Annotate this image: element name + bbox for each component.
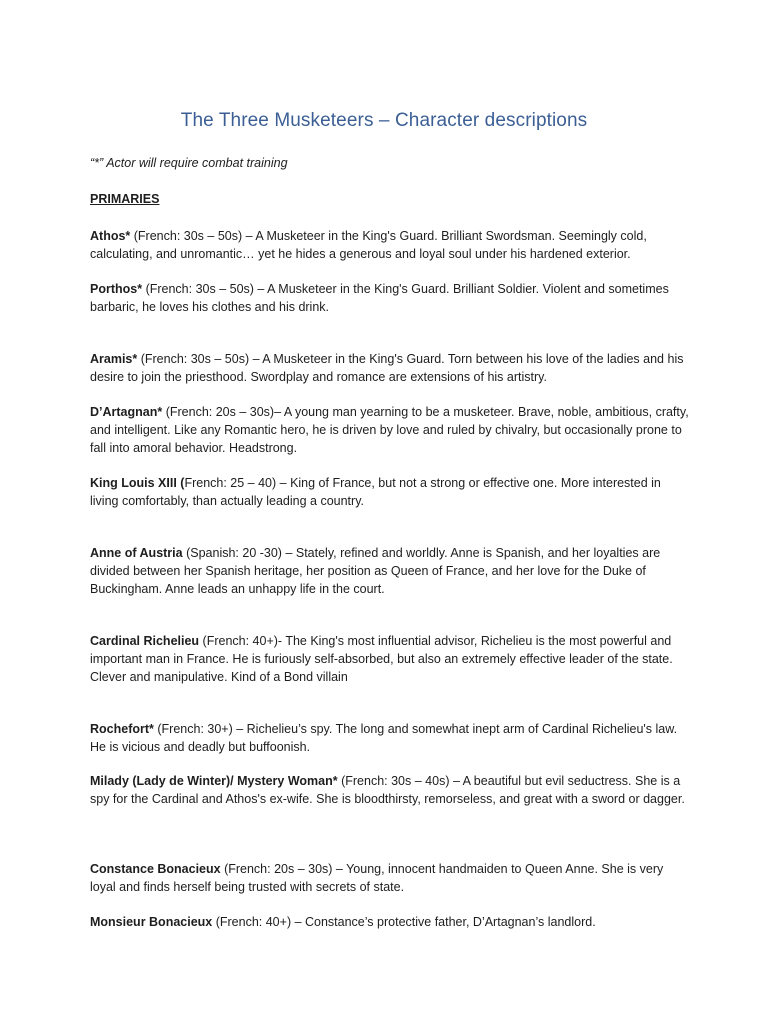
character-description: (French: 30s – 50s) – A Musketeer in the King's Guard. Brilliant Swordsman. Seemingly cold, calculating, and unromantic… yet he hides a generous and loyal soul under his hardened exterior. <box>90 229 647 261</box>
character-entry-porthos <box>90 280 690 316</box>
character-name: Porthos* <box>90 282 143 296</box>
document-title: The Three Musketeers – Character descriptions <box>180 110 588 131</box>
character-description: (French: 20s – 30s) – Young, innocent handmaiden to Queen Anne. She is very loyal and finds herself being trusted with secrets of state. <box>90 862 664 894</box>
character-description: (French: 40+)- The King's most influential advisor, Richelieu is the most powerful and important man in France. He is furiously self-absorbed, but also an extremely effective leader of the state. Clever and manipulative. Kind of a Bond villain <box>90 634 673 684</box>
character-name: Cardinal Richelieu <box>90 634 200 648</box>
character-entry-aramis <box>90 350 690 386</box>
character-description: French: 25 – 40) – King of France, but not a strong or effective one. More interested in living comfortably, than actually leading a country. <box>90 476 661 508</box>
character-name: Rochefort* <box>90 722 154 736</box>
character-name: King Louis XIII ( <box>90 476 185 490</box>
character-entry-dartagnan <box>90 403 690 457</box>
character-entry-anne-of-austria <box>90 544 690 598</box>
character-description: (French: 30s – 50s) – A Musketeer in the King's Guard. Brilliant Soldier. Violent and sometimes barbaric, he loves his clothes and his drink. <box>90 282 669 314</box>
character-entry-monsieur-bonacieux <box>90 913 690 931</box>
character-description: (French: 30s – 40s) – A beautiful but evil seductress. She is a spy for the Cardinal and Athos's ex-wife. She is bloodthirsty, remorseless, and great with a sword or dagger. <box>90 774 685 806</box>
character-entry-king-louis <box>90 474 690 510</box>
character-description: (Spanish: 20 -30) – Stately, refined and worldly. Anne is Spanish, and her loyalties are divided between her Spanish heritage, her position as Queen of France, and her love for the Duke of Buckingham. Anne leads an unhappy life in the court. <box>90 546 661 596</box>
combat-training-note: “*” Actor will require combat training <box>90 156 288 170</box>
character-entry-athos <box>90 227 690 263</box>
character-entry-constance-bonacieux <box>90 860 690 896</box>
character-name: D’Artagnan* <box>90 405 163 419</box>
section-heading-primaries: PRIMARIES <box>90 192 160 206</box>
character-description: (French: 20s – 30s)– A young man yearning to be a musketeer. Brave, noble, ambitious, crafty, and intelligent. Like any Romantic hero, he is driven by love and ruled by chivalry, but occasionally prone to fall into amoral behavior. Headstrong. <box>90 405 689 455</box>
character-name: Monsieur Bonacieux <box>90 915 213 929</box>
character-description: (French: 40+) – Constance’s protective father, D’Artagnan’s landlord. <box>212 915 596 929</box>
character-description: (French: 30s – 50s) – A Musketeer in the King's Guard. Torn between his love of the ladies and his desire to join the priesthood. Swordplay and romance are extensions of his artistry. <box>90 352 684 384</box>
character-name: Milady (Lady de Winter)/ Mystery Woman* <box>90 774 338 788</box>
character-name: Constance Bonacieux <box>90 862 221 876</box>
character-entry-cardinal-richelieu <box>90 632 690 686</box>
character-name: Athos* <box>90 229 131 243</box>
character-entry-rochefort <box>90 720 690 756</box>
character-entry-milady <box>90 772 690 808</box>
character-name: Anne of Austria <box>90 546 183 560</box>
character-name: Aramis* <box>90 352 138 366</box>
character-description: (French: 30+) – Richelieu’s spy. The long and somewhat inept arm of Cardinal Richelieu's law. He is vicious and deadly but buffoonish. <box>90 722 678 754</box>
